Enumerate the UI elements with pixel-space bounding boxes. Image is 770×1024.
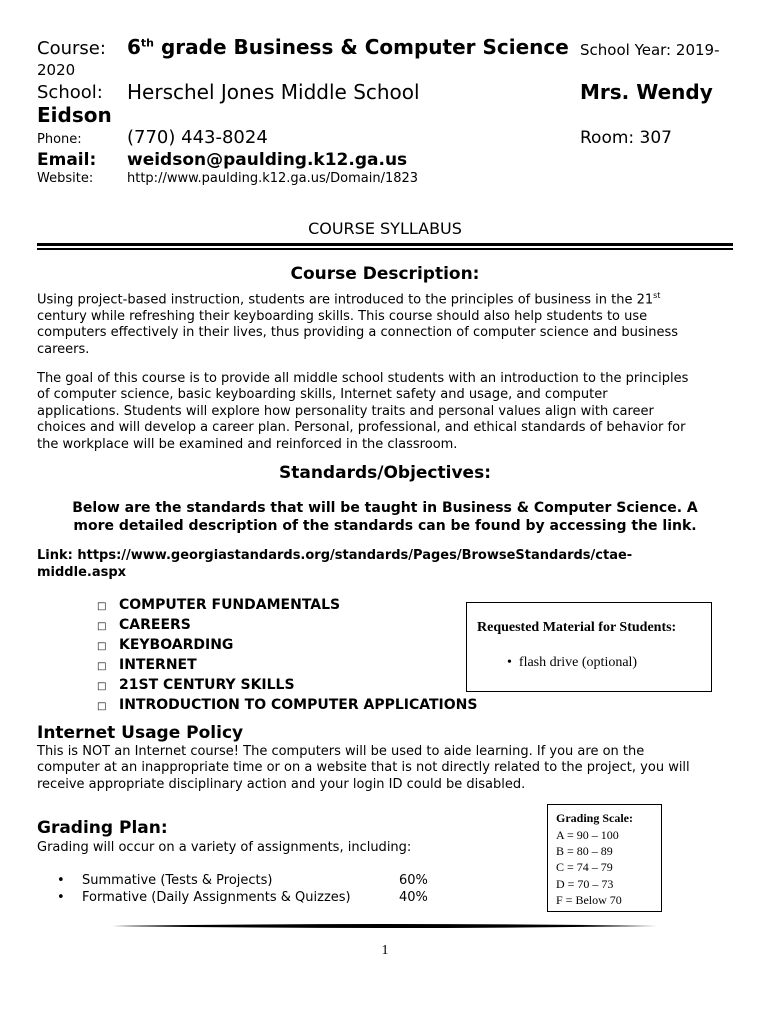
list-item: • Formative (Daily Assignments & Quizzes) 40%	[57, 890, 428, 905]
teacher-name: Mrs. Wendy	[580, 80, 713, 104]
phone-number[interactable]: (770) 443-8024	[127, 127, 268, 148]
requested-materials-box	[466, 602, 712, 692]
course-description-paragraph-1	[37, 288, 737, 358]
email-label: Email:	[37, 150, 97, 170]
description-line: applications. Students will explore how personality traits and personal values align with career	[37, 403, 654, 419]
grade-row: D = 70 – 73	[556, 876, 614, 891]
standards-intro	[0, 499, 770, 535]
grade-row: A = 90 – 100	[556, 828, 619, 842]
policy-line: This is NOT an Internet course! The computers will be used to aide learning. If you are on the	[37, 744, 645, 759]
list-item: • Summative (Tests & Projects) 60%	[57, 873, 428, 888]
checkbox-bullet-icon: □	[97, 621, 107, 632]
page-number: 1	[381, 943, 389, 958]
phone-label: Phone:	[37, 132, 82, 147]
teacher-surname: Eidson	[37, 103, 112, 127]
checkbox-bullet-icon: □	[97, 661, 107, 672]
course-name: grade Business & Computer Science	[154, 35, 569, 59]
course-description-paragraph-2	[37, 371, 737, 453]
grading-items	[57, 872, 428, 906]
description-line: choices and will develop a career plan. Personal, professional, and ethical standards of behavior for	[37, 420, 686, 436]
footer-rule	[112, 922, 657, 930]
internet-policy-heading: Internet Usage Policy	[37, 723, 244, 743]
school-year	[580, 41, 720, 59]
grading-scale-rows	[556, 827, 622, 908]
description-line: careers.	[37, 341, 90, 357]
course-grade-suffix: th	[140, 36, 155, 50]
website-link[interactable]: http://www.paulding.k12.ga.us/Domain/1823	[127, 171, 419, 186]
course-description-heading: Course Description:	[290, 264, 480, 284]
standards-link-line[interactable]: middle.aspx	[37, 565, 127, 580]
grade-row: F = Below 70	[556, 892, 622, 907]
standards-intro-line: Below are the standards that will be taught in Business & Computer Science. A	[72, 500, 698, 516]
checkbox-bullet-icon: □	[97, 701, 107, 712]
syllabus-title: COURSE SYLLABUS	[308, 219, 462, 238]
list-item: □ INTERNET	[97, 656, 477, 676]
grade-row: C = 74 – 79	[556, 860, 613, 875]
school-year-value: 2019-	[675, 41, 720, 59]
school-name: Herschel Jones Middle School	[127, 80, 420, 104]
list-item: • flash drive (optional)	[507, 655, 638, 670]
title-rule-top	[37, 243, 733, 246]
grading-scale-box	[547, 804, 662, 912]
school-year-continued: 2020	[37, 61, 76, 79]
course-grade-number: 6	[127, 35, 141, 59]
list-item: □ INTRODUCTION TO COMPUTER APPLICATIONS	[97, 696, 477, 716]
title-rule-bottom	[37, 248, 733, 250]
grading-intro: Grading will occur on a variety of assignments, including:	[37, 840, 412, 855]
description-line: The goal of this course is to provide all middle school students with an introduction to the principles	[37, 371, 689, 386]
ordinal-suffix: st	[653, 291, 661, 300]
grading-scale-title: Grading Scale:	[556, 811, 633, 825]
school-label: School:	[37, 82, 103, 103]
standards-list	[97, 596, 477, 716]
standards-heading: Standards/Objectives:	[278, 463, 491, 483]
grade-row: B = 80 – 89	[556, 844, 613, 859]
course-label: Course:	[37, 38, 106, 59]
room-number: Room: 307	[580, 128, 672, 148]
grading-plan-heading: Grading Plan:	[37, 818, 168, 838]
list-item: □ CAREERS	[97, 616, 477, 636]
standards-intro-line: more detailed description of the standards can be found by accessing the link.	[73, 518, 697, 534]
policy-line: receive appropriate disciplinary action and your login ID could be disabled.	[37, 776, 526, 792]
school-year-label: School Year:	[580, 41, 672, 59]
description-line: of computer science, basic keyboarding skills, Internet safety and usage, and computer	[37, 387, 608, 403]
description-line: century while refreshing their keyboarding skills. This course should also help students to use	[37, 308, 648, 324]
internet-policy-text	[37, 744, 737, 793]
description-line: the workplace will be examined and reinforced in the classroom.	[37, 436, 458, 452]
standards-link[interactable]	[37, 547, 632, 581]
checkbox-bullet-icon: □	[97, 681, 107, 692]
requested-materials-title: Requested Material for Students:	[477, 620, 677, 635]
list-item: □ KEYBOARDING	[97, 636, 477, 656]
policy-line: computer at an inappropriate time or on a website that is not directly related to the project, you will	[37, 760, 690, 776]
course-title	[127, 35, 569, 59]
description-line: Using project-based instruction, students are introduced to the principles of business in the 21st	[37, 291, 661, 308]
standards-link-line[interactable]: Link: https://www.georgiastandards.org/standards/Pages/BrowseStandards/ctae-	[37, 548, 633, 563]
description-line: computers effectively in their lives, thus providing a connection of computer science and business	[37, 325, 679, 341]
checkbox-bullet-icon: □	[97, 641, 107, 652]
list-item: □ 21ST CENTURY SKILLS	[97, 676, 477, 696]
email-link[interactable]: weidson@paulding.k12.ga.us	[127, 150, 408, 170]
checkbox-bullet-icon: □	[97, 601, 107, 612]
list-item: □ COMPUTER FUNDAMENTALS	[97, 596, 477, 616]
website-label: Website:	[37, 171, 94, 186]
